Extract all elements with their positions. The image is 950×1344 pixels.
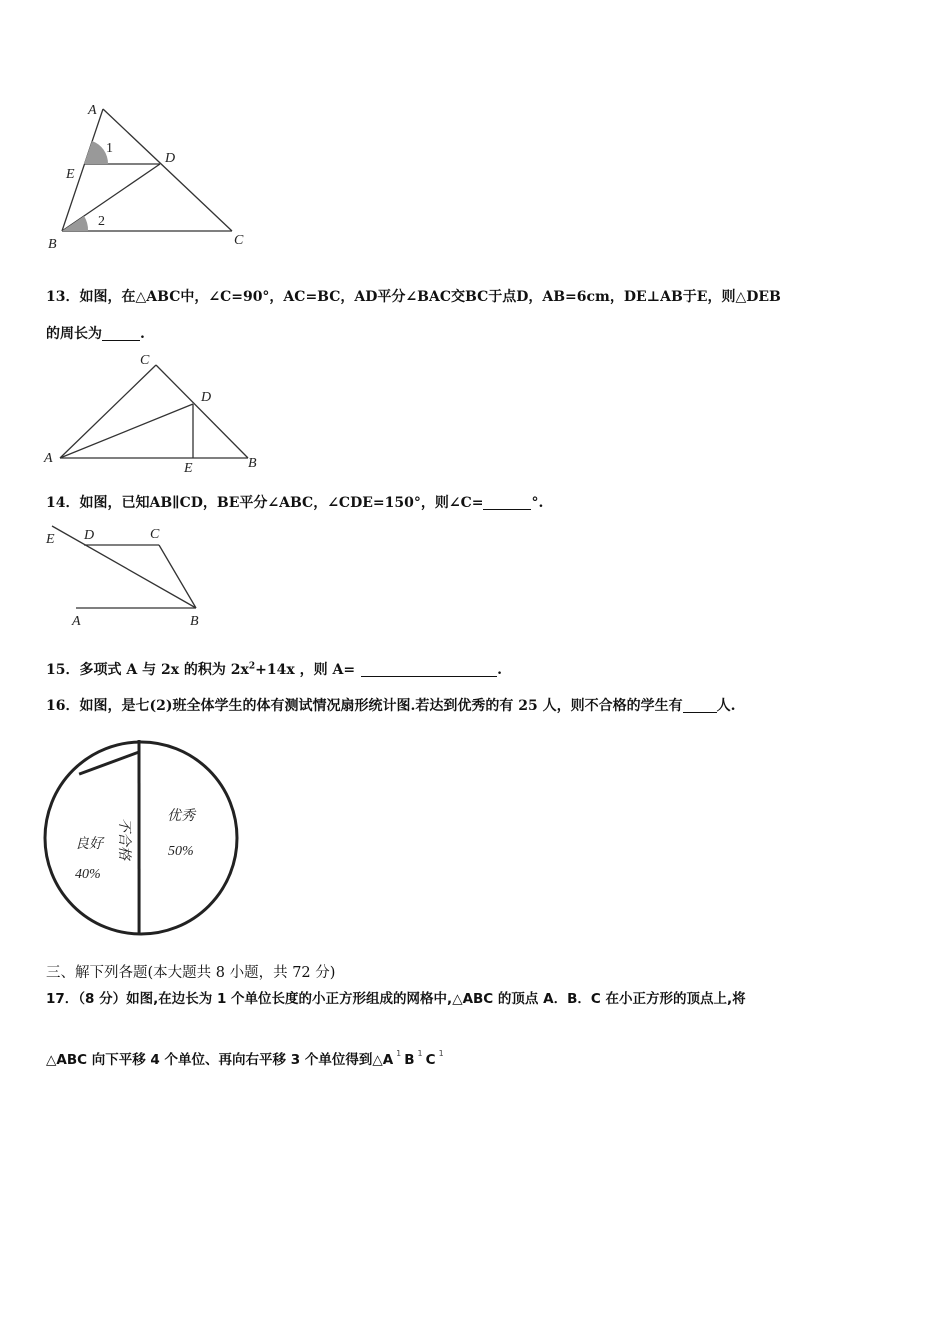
slice-label-excellent: 优秀 [167, 809, 195, 824]
question-17-line2 [46, 1048, 447, 1068]
question-text: 如图，是七(2)班全体学生的体有测试情况扇形统计图.若达到优秀的有 25 人，则不合格的学生有 [79, 698, 683, 714]
label-C: C [140, 353, 150, 368]
segment-bd [62, 164, 160, 231]
label-E: E [66, 167, 75, 182]
question-13-line2 [46, 323, 145, 343]
exponent: 2 [248, 661, 256, 672]
pie-chart [44, 738, 244, 938]
angle-1-mark [84, 141, 108, 164]
label-angle-1: 1 [106, 141, 113, 156]
question-text: （8 分）如图,在边长为 1 个单位长度的小正方形组成的网格中,△ABC 的顶点 A．B．C 在小正方形的顶点上,将 [78, 991, 746, 1007]
question-text: △ABC 向下平移 4 个单位、再向右平移 3 个单位得到△A [46, 1052, 394, 1068]
pie-outline [45, 742, 237, 934]
slice-label-fail: 不合格 [116, 818, 131, 860]
question-suffix: . [497, 662, 502, 678]
figure-q12 [44, 98, 259, 258]
question-15 [46, 659, 502, 679]
slice-value-good: 40% [75, 867, 101, 882]
question-number: 16． [46, 698, 80, 714]
figure-q14 [44, 518, 219, 633]
label-E: E [46, 532, 55, 547]
label-C: C [234, 233, 244, 248]
label-angle-2: 2 [98, 214, 105, 229]
slice-value-excellent: 50% [168, 844, 194, 859]
segment-cb [159, 545, 196, 608]
label-E: E [184, 461, 193, 476]
segment-ad [60, 404, 193, 458]
label-A: A [88, 103, 97, 118]
question-number: 13． [46, 289, 80, 305]
label-B: B [48, 237, 57, 252]
label-C: C [150, 527, 160, 542]
segment-eb [52, 526, 196, 608]
label-D: D [165, 151, 176, 166]
label-B: B [190, 614, 199, 629]
question-suffix: 人. [716, 698, 736, 714]
question-17-line1 [46, 987, 746, 1007]
question-number: 17． [46, 991, 79, 1007]
prime-mark-a: 1 [396, 1049, 402, 1058]
vertex-b-label: B [404, 1052, 415, 1068]
segment-cb [156, 365, 248, 458]
answer-blank[interactable] [102, 326, 140, 341]
question-suffix: . [140, 326, 145, 342]
answer-blank[interactable] [683, 698, 717, 713]
label-A: A [44, 451, 53, 466]
label-D: D [201, 390, 212, 405]
question-text-after: +14x ，则 A= [255, 662, 356, 678]
segment-ac [103, 109, 232, 231]
question-text: 如图，在△ABC中，∠C=90°，AC=BC，AD平分∠BAC交BC于点D，AB=6cm，DE⊥AB于E，则△DEB [79, 289, 781, 305]
question-14 [46, 492, 543, 512]
prime-mark-c: 1 [438, 1049, 444, 1058]
question-text: 如图，已知AB∥CD，BE平分∠ABC，∠CDE=150°，则∠C= [79, 495, 484, 511]
figure-q13 [44, 350, 274, 475]
segment-ac [60, 365, 156, 458]
question-16 [46, 695, 735, 715]
slice-label-good: 良好 [75, 837, 103, 852]
prime-mark-b: 1 [417, 1049, 423, 1058]
label-B: B [248, 456, 257, 471]
answer-blank[interactable] [361, 662, 497, 677]
vertex-c-label: C [425, 1052, 436, 1068]
question-number: 14． [46, 495, 80, 511]
question-13-line1 [46, 286, 781, 306]
question-suffix: °. [531, 495, 544, 511]
label-D: D [84, 528, 95, 543]
question-number: 15． [46, 662, 80, 678]
question-text: 的周长为 [46, 326, 102, 342]
label-A: A [72, 614, 81, 629]
answer-blank[interactable] [483, 495, 531, 510]
section-3-heading: 三、解下列各题(本大题共 8 小题，共 72 分) [46, 965, 336, 981]
question-text: 多项式 A 与 2x 的积为 2x [79, 662, 249, 678]
